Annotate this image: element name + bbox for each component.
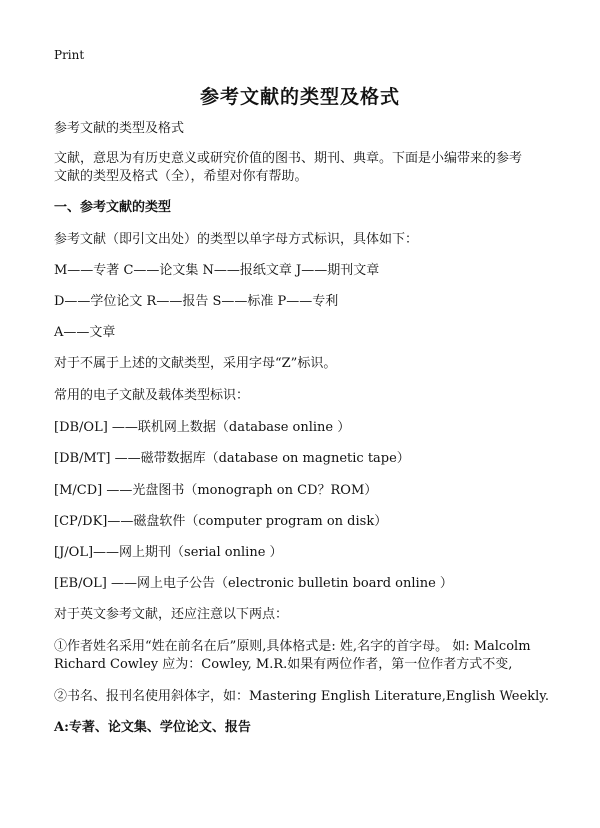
english-rule-1-line-2: Richard Cowley 应为：Cowley, M.R.如果有两位作者，第一位作者方式不变, (54, 657, 513, 672)
type-codes-line-2: D——学位论文 R——报告 S——标准 P——专利 (54, 294, 339, 309)
types-intro-line: 参考文献（即引文出处）的类型以单字母方式标识，具体如下： (54, 232, 419, 247)
type-codes-line-3: A——文章 (54, 325, 116, 340)
intro-line-1: 文献，意思为有历史意义或研究价值的图书、期刊、典章。下面是小编带来的参考 (54, 151, 523, 166)
english-rule-1-line-1: ①作者姓名采用“姓在前名在后”原则,具体格式是: 姓,名字的首字母。 如: Malcolm (54, 639, 531, 654)
section-heading-types: 一、参考文献的类型 (54, 200, 172, 215)
page-title: 参考文献的类型及格式 (199, 86, 400, 108)
electronic-type-cp-dk: [CP/DK]——磁盘软件（computer program on disk） (54, 514, 388, 529)
type-codes-line-1: M——专著 C——论文集 N——报纸文章 J——期刊文章 (54, 263, 380, 278)
electronic-types-intro: 常用的电子文献及载体类型标识： (54, 388, 250, 403)
english-refs-intro: 对于英文参考文献，还应注意以下两点： (54, 607, 289, 622)
electronic-type-m-cd: [M/CD] ——光盘图书（monograph on CD？ROM） (54, 483, 378, 498)
english-rule-2: ②书名、报刊名使用斜体字，如：Mastering English Literature,English Weekly. (54, 689, 549, 704)
other-types-line: 对于不属于上述的文献类型，采用字母“Z”标识。 (54, 356, 337, 371)
electronic-type-db-ol: [DB/OL] ——联机网上数据（database online ） (54, 420, 351, 435)
subtitle-line: 参考文献的类型及格式 (54, 121, 185, 136)
print-label[interactable]: Print (54, 48, 85, 62)
section-heading-a: A:专著、论文集、学位论文、报告 (54, 720, 251, 735)
electronic-type-j-ol: [J/OL]——网上期刊（serial online ） (54, 545, 283, 560)
electronic-type-eb-ol: [EB/OL] ——网上电子公告（electronic bulletin board online ） (54, 576, 453, 591)
intro-line-2: 文献的类型及格式（全），希望对你有帮助。 (54, 169, 308, 184)
electronic-type-db-mt: [DB/MT] ——磁带数据库（database on magnetic tape） (54, 451, 410, 466)
